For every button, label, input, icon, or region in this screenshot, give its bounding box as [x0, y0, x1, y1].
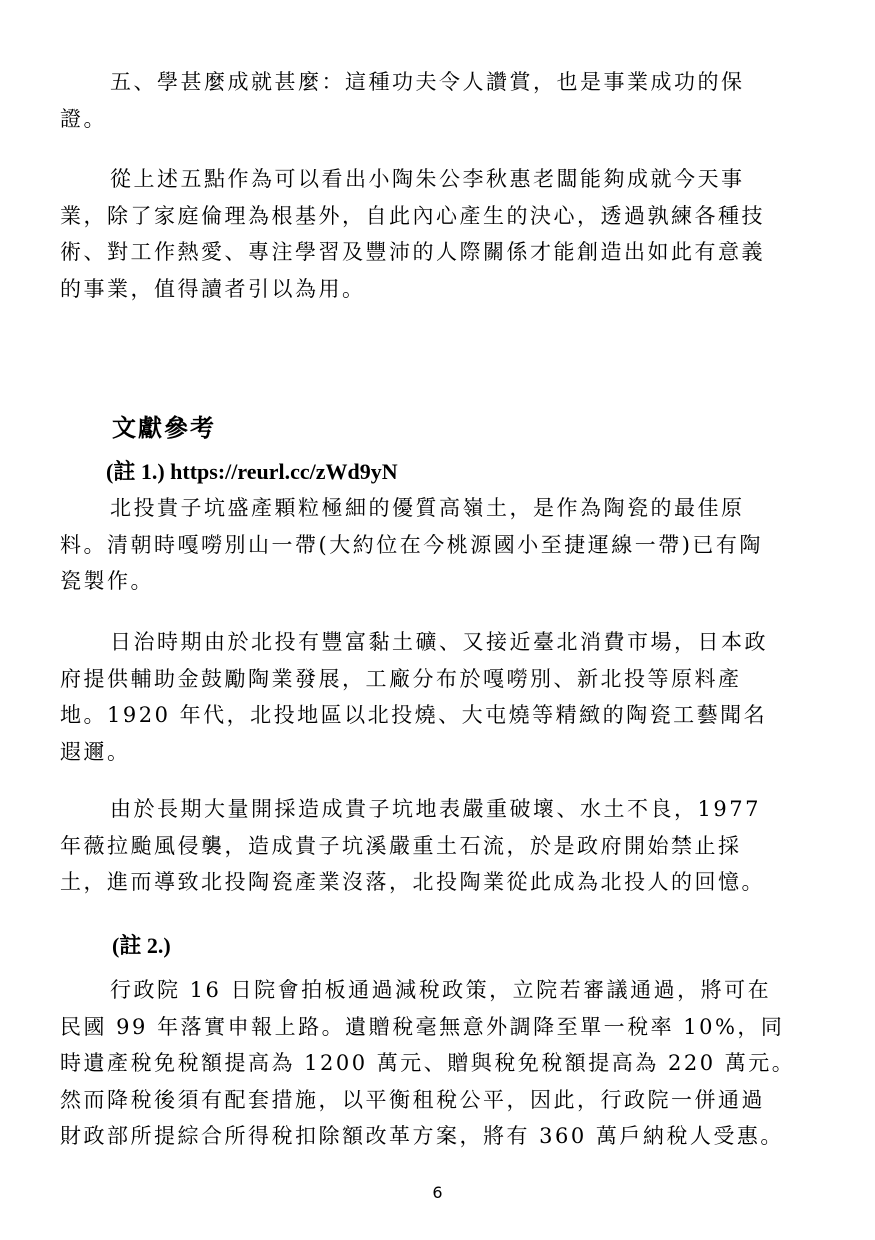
paragraph-kaolin — [60, 490, 816, 600]
note-2-heading: (註 2.) — [112, 933, 171, 958]
paragraph-tax-policy — [60, 972, 816, 1155]
text-line: 北投貴子坑盛產顆粒極細的優質高嶺土，是作為陶瓷的最佳原 — [110, 496, 745, 520]
text-line: 業，除了家庭倫理為根基外，自此內心產生的決心，透過孰練各種技 — [60, 203, 765, 228]
text-line: 府提供輔助金鼓勵陶業發展，工廠分布於嘎嘮別、新北投等原料產 — [60, 666, 742, 691]
text-line: 由於長期大量開採造成貴子坑地表嚴重破壞、水土不良，1977 — [110, 797, 761, 821]
paragraph-decline — [60, 791, 816, 901]
page-number: 6 — [432, 1183, 443, 1202]
text-line: 土，進而導致北投陶瓷產業沒落，北投陶業從此成為北投人的回憶。 — [60, 870, 765, 894]
paragraph-summary — [60, 161, 816, 307]
paragraph-learning — [60, 64, 816, 137]
text-line: 料。清朝時嘎嘮別山一帶(大約位在今桃源國小至捷運線一帶)已有陶 — [60, 532, 763, 557]
note-1-heading: (註 1.) https://reurl.cc/zWd9yN — [106, 459, 398, 484]
text-line: 瓷製作。 — [60, 569, 154, 593]
references-heading: 文獻參考 — [112, 413, 216, 442]
text-line: 證。 — [60, 106, 107, 131]
text-line: 民國 99 年落實申報上路。遺贈稅毫無意外調降至單一稅率 10%，同 — [60, 1014, 785, 1039]
text-line: 行政院 16 日院會拍板通過減稅政策，立院若審議通過，將可在 — [110, 978, 772, 1002]
text-line: 從上述五點作為可以看出小陶朱公李秋惠老闆能夠成就今天事 — [110, 167, 745, 191]
text-line: 日治時期由於北投有豐富黏土礦、又接近臺北消費市場，日本政 — [110, 630, 768, 654]
paragraph-japanese-era — [60, 624, 816, 770]
text-line: 財政部所提綜合所得稅扣除額改革方案，將有 360 萬戶納稅人受惠。 — [60, 1124, 784, 1148]
text-line: 地。1920 年代，北投地區以北投燒、大屯燒等精緻的陶瓷工藝聞名 — [60, 703, 768, 727]
text-line: 然而降稅後須有配套措施，以平衡租稅公平，因此，行政院一併通過 — [60, 1087, 765, 1112]
text-line: 五、學甚麼成就甚麼：這種功夫令人讚賞，也是事業成功的保 — [110, 70, 745, 94]
text-line: 遐邇。 — [60, 739, 131, 764]
text-line: 的事業，值得讀者引以為用。 — [60, 276, 366, 301]
text-line: 時遺產稅免稅額提高為 1200 萬元、贈與稅免稅額提高為 220 萬元。 — [60, 1051, 796, 1075]
text-line: 術、對工作熱愛、專注學習及豐沛的人際關係才能創造出如此有意義 — [60, 240, 765, 264]
text-line: 年薇拉颱風侵襲，造成貴子坑溪嚴重土石流，於是政府開始禁止採 — [60, 833, 742, 858]
